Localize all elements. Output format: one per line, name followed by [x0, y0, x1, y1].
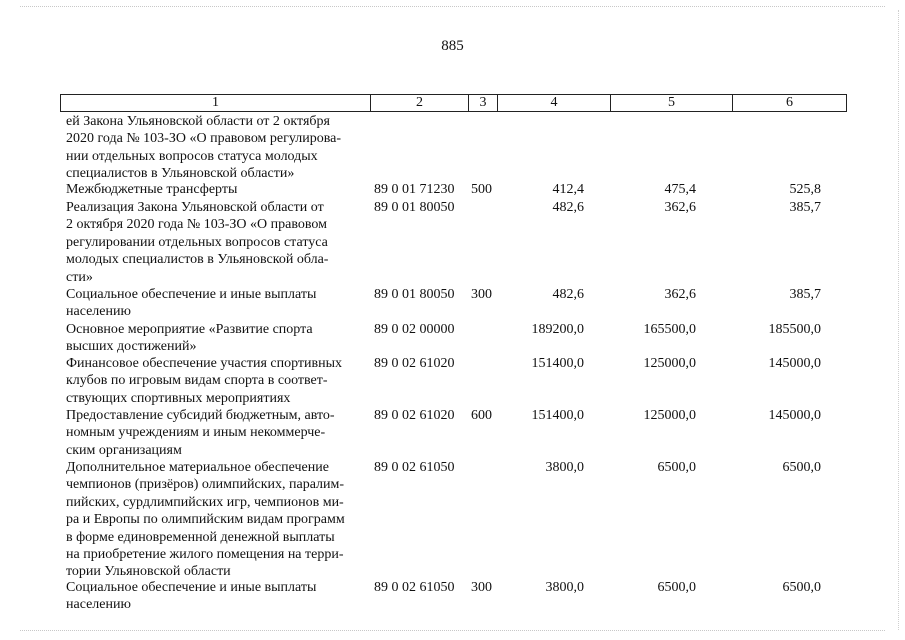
row-amount-col-6: 185500,0	[768, 322, 821, 337]
row-amount-col-6: 525,8	[789, 182, 821, 197]
row-description: Социальное обеспечение и иные выплаты населению	[66, 287, 317, 320]
row-amount-col-5: 125000,0	[643, 408, 696, 423]
header-col-2: 2	[370, 95, 468, 111]
row-amount-col-4: 3800,0	[545, 460, 584, 475]
row-amount-col-6: 6500,0	[782, 460, 821, 475]
header-col-5: 5	[610, 95, 732, 111]
row-amount-col-6: 145000,0	[768, 408, 821, 423]
row-amount-col-6: 145000,0	[768, 356, 821, 371]
row-description: Реализация Закона Ульяновской области от 2 октября 2020 года № 103-ЗО «О правовом регулировании отдельных вопросов статуса молодых специалистов в Ульяновской обла- сти»	[66, 200, 329, 285]
row-amount-col-5: 125000,0	[643, 356, 696, 371]
row-expense-type: 500	[471, 182, 492, 197]
row-target-code: 89 0 02 61050	[374, 580, 455, 595]
row-expense-type: 600	[471, 408, 492, 423]
row-amount-col-4: 482,6	[552, 200, 584, 215]
row-amount-col-6: 385,7	[789, 287, 821, 302]
row-amount-col-5: 362,6	[664, 287, 696, 302]
header-col-6: 6	[732, 95, 846, 111]
row-expense-type: 300	[471, 580, 492, 595]
row-amount-col-4: 482,6	[552, 287, 584, 302]
row-amount-col-5: 475,4	[664, 182, 696, 197]
row-amount-col-5: 6500,0	[657, 580, 696, 595]
row-amount-col-4: 412,4	[552, 182, 584, 197]
row-expense-type: 300	[471, 287, 492, 302]
row-description: ей Закона Ульяновской области от 2 октября 2020 года № 103-ЗО «О правовом регулирова- нии отдельных вопросов статуса молодых специалистов в Ульяновской области»	[66, 114, 342, 182]
row-target-code: 89 0 01 80050	[374, 200, 455, 215]
row-target-code: 89 0 01 71230	[374, 182, 455, 197]
row-amount-col-4: 151400,0	[531, 408, 584, 423]
row-amount-col-5: 6500,0	[657, 460, 696, 475]
header-col-1: 1	[212, 95, 219, 110]
row-amount-col-6: 6500,0	[782, 580, 821, 595]
row-amount-col-5: 362,6	[664, 200, 696, 215]
row-target-code: 89 0 02 00000	[374, 322, 455, 337]
row-description: Социальное обеспечение и иные выплаты населению	[66, 580, 317, 613]
row-amount-col-4: 189200,0	[531, 322, 584, 337]
row-target-code: 89 0 02 61050	[374, 460, 455, 475]
row-target-code: 89 0 02 61020	[374, 356, 455, 371]
scan-edge-top	[20, 6, 885, 7]
row-amount-col-4: 151400,0	[531, 356, 584, 371]
row-description: Финансовое обеспечение участия спортивных клубов по игровым видам спорта в соответ- ствующих спортивных мероприятиях	[66, 356, 343, 406]
row-description: Межбюджетные трансферты	[66, 182, 238, 197]
row-description: Предоставление субсидий бюджетным, авто- номным учреждениям и иным некоммерче- ским организациям	[66, 408, 335, 458]
header-col-4: 4	[497, 95, 610, 111]
page-number: 885	[441, 38, 464, 54]
row-target-code: 89 0 01 80050	[374, 287, 455, 302]
row-target-code: 89 0 02 61020	[374, 408, 455, 423]
row-description: Дополнительное материальное обеспечение чемпионов (призёров) олимпийских, паралим- пийских, сурдлимпийских игр, чемпионов ми- ра и Европы по олимпийским видам программ в форме единовременной денежной выплаты на приобретение жилого помещения на терри- тории Ульяновской области	[66, 460, 345, 580]
row-amount-col-5: 165500,0	[643, 322, 696, 337]
table-header-row	[60, 94, 847, 112]
row-amount-col-4: 3800,0	[545, 580, 584, 595]
header-col-3: 3	[468, 95, 497, 111]
scan-edge-right	[898, 10, 899, 630]
row-amount-col-6: 385,7	[789, 200, 821, 215]
scan-edge-bottom	[20, 630, 885, 631]
row-description: Основное мероприятие «Развитие спорта высших достижений»	[66, 322, 313, 355]
